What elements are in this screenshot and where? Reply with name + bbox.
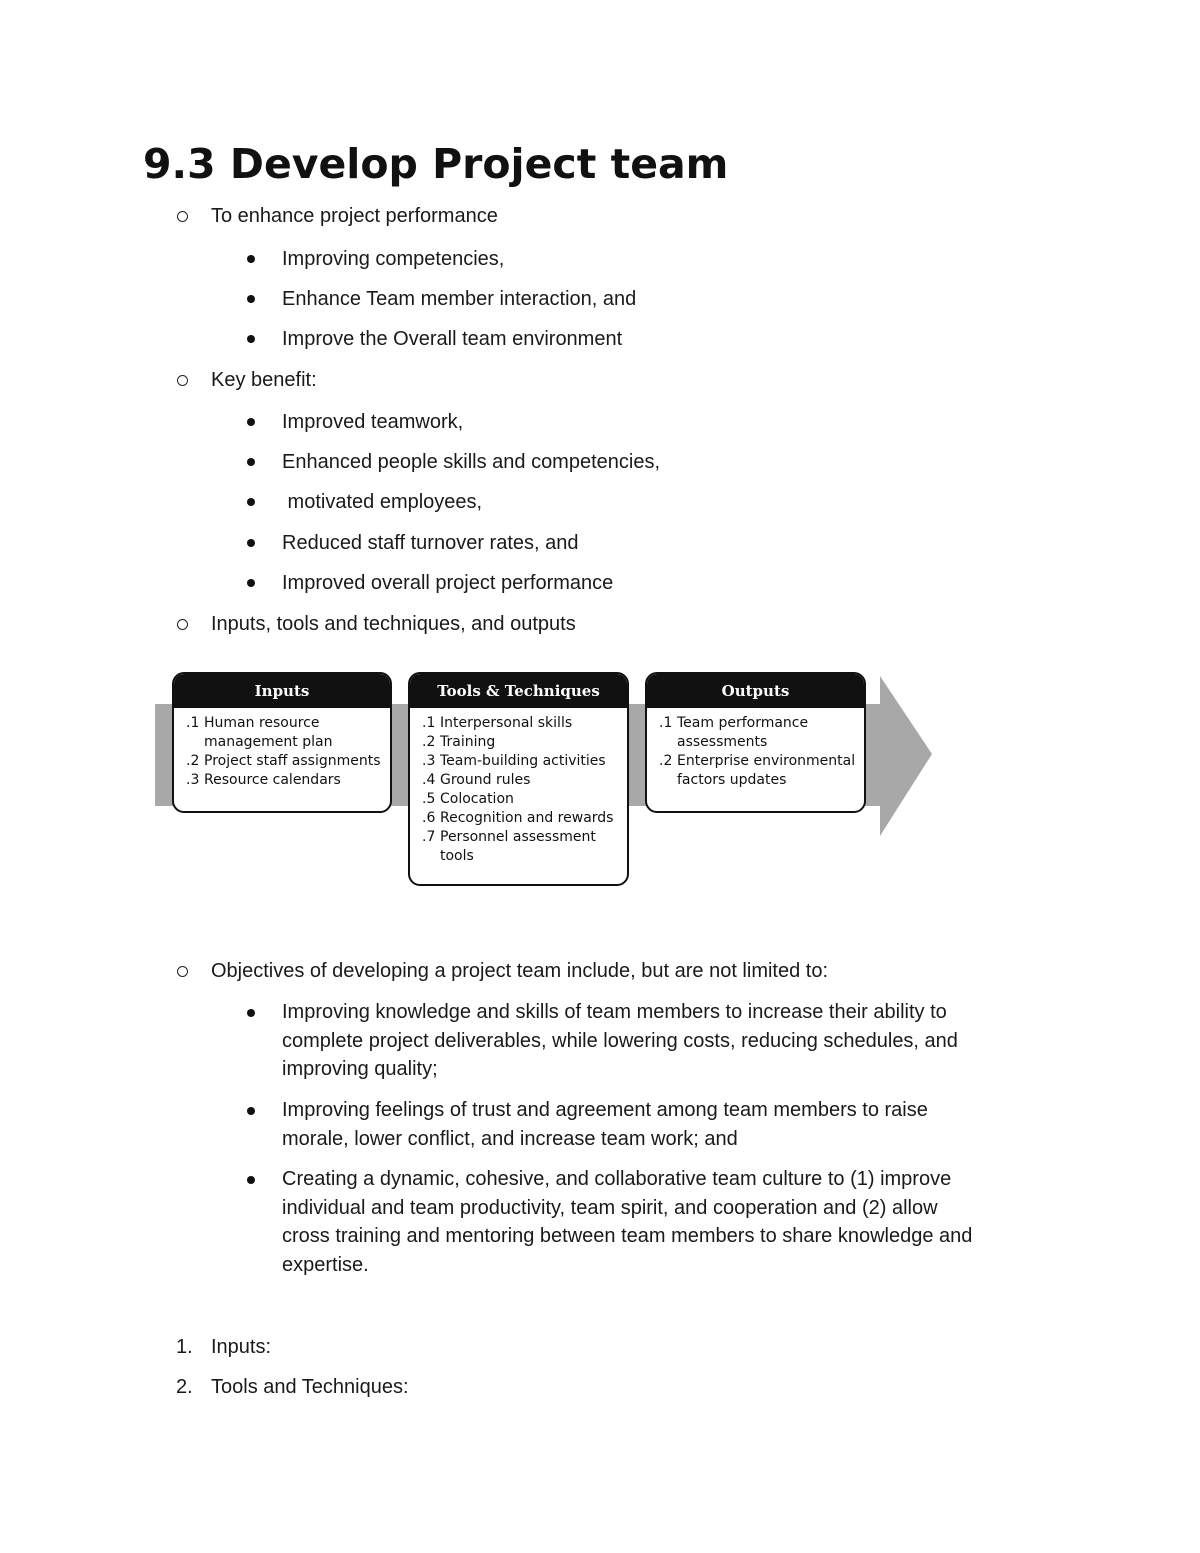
paragraph-line: Creating a dynamic, cohesive, and collaborative team culture to (1) improve	[282, 1168, 952, 1190]
section-heading: To enhance project performance	[211, 205, 498, 227]
paragraph-line: Improving knowledge and skills of team members to increase their ability to	[282, 1001, 947, 1023]
paragraph-line: Improving feelings of trust and agreement among team members to raise	[282, 1099, 928, 1121]
inputs-item: .2 Project staff assignments	[186, 753, 381, 769]
bullet-icon	[247, 498, 255, 506]
bullet-icon	[247, 579, 255, 587]
outputs-item: .2 Enterprise environmental factors updates	[659, 753, 856, 788]
tools-item: .6 Recognition and rewards	[422, 810, 614, 826]
paragraph-line: individual and team productivity, team spirit, and cooperation and (2) allow	[282, 1196, 938, 1219]
list-item: Enhance Team member interaction, and	[282, 288, 637, 310]
bullet-icon	[247, 418, 255, 426]
numbered-item: Tools and Techniques:	[211, 1376, 409, 1398]
list-item: Improved overall project performance	[282, 572, 614, 594]
tools-title: Tools & Techniques	[410, 674, 627, 708]
outputs-title: Outputs	[647, 674, 864, 708]
paragraph-line: expertise.	[282, 1253, 369, 1276]
bullet-icon	[247, 335, 255, 343]
outputs-panel	[645, 672, 866, 813]
process-diagram	[150, 666, 940, 891]
list-item: Improved teamwork,	[282, 411, 464, 433]
list-item: Enhanced people skills and competencies,	[282, 451, 661, 473]
paragraph-line: improving quality;	[282, 1058, 438, 1080]
bullet-icon	[247, 1009, 255, 1017]
objective-paragraph	[282, 1096, 1058, 1153]
objective-paragraph	[282, 998, 1058, 1084]
paragraph-line: cross training and mentoring between team members to share knowledge and	[282, 1225, 973, 1247]
section-heading: Inputs, tools and techniques, and outputs	[211, 613, 576, 635]
tools-item: .2 Training	[422, 734, 496, 750]
list-number: 1.	[176, 1336, 193, 1358]
circle-bullet-icon	[177, 375, 188, 386]
objective-paragraph	[282, 1165, 1058, 1279]
tools-item: .7 Personnel assessment tools	[422, 829, 596, 864]
bullet-icon	[247, 255, 255, 263]
tools-item: .3 Team-building activities	[422, 753, 606, 769]
paragraph-line: morale, lower conflict, and increase team work; and	[282, 1127, 738, 1150]
tools-item: .5 Colocation	[422, 791, 514, 807]
list-item: Improving competencies,	[282, 248, 505, 270]
section-heading: Key benefit:	[211, 369, 317, 391]
tools-item: .4 Ground rules	[422, 772, 531, 788]
tools-panel	[408, 672, 629, 886]
bullet-icon	[247, 1107, 255, 1115]
tools-item: .1 Interpersonal skills	[422, 715, 573, 731]
numbered-item: Inputs:	[211, 1336, 272, 1358]
paragraph-line: complete project deliverables, while lowering costs, reducing schedules, and	[282, 1029, 958, 1052]
circle-bullet-icon	[177, 619, 188, 630]
section-heading: Objectives of developing a project team include, but are not limited to:	[211, 960, 829, 982]
circle-bullet-icon	[177, 966, 188, 977]
list-item: Reduced staff turnover rates, and	[282, 532, 579, 554]
bullet-icon	[247, 458, 255, 466]
bullet-icon	[247, 295, 255, 303]
bullet-icon	[247, 1176, 255, 1184]
inputs-title: Inputs	[174, 674, 390, 708]
inputs-panel	[172, 672, 392, 813]
list-number: 2.	[176, 1376, 193, 1398]
bullet-icon	[247, 539, 255, 547]
page-title: 9.3 Develop Project team	[143, 140, 729, 188]
circle-bullet-icon	[177, 211, 188, 222]
inputs-item: .1 Human resource management plan	[186, 715, 333, 750]
inputs-item: .3 Resource calendars	[186, 772, 341, 788]
list-item: motivated employees,	[282, 491, 483, 513]
outputs-item: .1 Team performance assessments	[659, 715, 809, 750]
list-item: Improve the Overall team environment	[282, 328, 623, 350]
